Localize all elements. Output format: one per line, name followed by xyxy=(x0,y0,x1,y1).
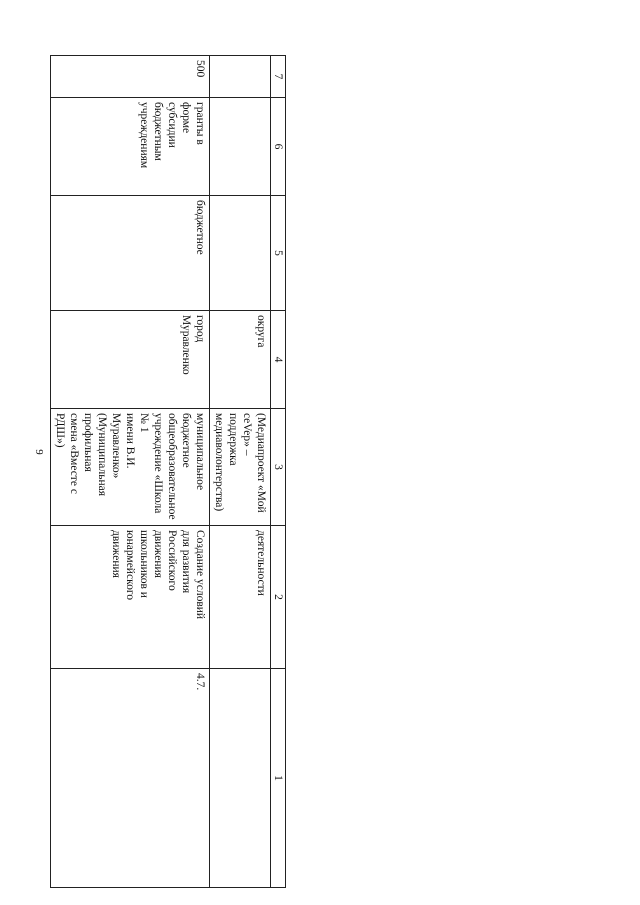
header-cell: 7 xyxy=(270,56,285,98)
rotated-table-container xyxy=(53,55,286,852)
table-cell xyxy=(209,196,270,311)
table-cell: округа xyxy=(209,311,270,409)
data-table xyxy=(50,55,286,888)
header-cell: 6 xyxy=(270,98,285,196)
page-number: 9 xyxy=(32,449,45,455)
table-row xyxy=(209,56,270,888)
table-cell xyxy=(209,669,270,888)
table-cell: бюджетное xyxy=(50,196,209,311)
header-cell: 2 xyxy=(270,526,285,669)
header-cell: 1 xyxy=(270,669,285,888)
header-cell: 4 xyxy=(270,311,285,409)
table-cell: деятельности xyxy=(209,526,270,669)
table-cell: 4.7. xyxy=(50,669,209,888)
table-cell: муниципальное бюджетное общеобразовательное учреждение «Школа № 1 имени В.И. Муравленко» (Муниципальная профильная смена «Вместе с РДШ») xyxy=(50,409,209,526)
table-header-row xyxy=(270,56,285,888)
header-cell: 5 xyxy=(270,196,285,311)
table-row xyxy=(50,56,209,888)
table-cell xyxy=(209,56,270,98)
table-cell: гранты в форме субсидии бюджетным учреждениям xyxy=(50,98,209,196)
header-cell: 3 xyxy=(270,409,285,526)
table-cell: (Медиапроект «Мой ceVep» – поддержка медиаволонтерства) xyxy=(209,409,270,526)
table-cell xyxy=(209,98,270,196)
table-cell: город Муравленко xyxy=(50,311,209,409)
table-cell: Создание условий для развития Российского движения школьников и юнармейского движения xyxy=(50,526,209,669)
table-cell: 500 xyxy=(50,56,209,98)
